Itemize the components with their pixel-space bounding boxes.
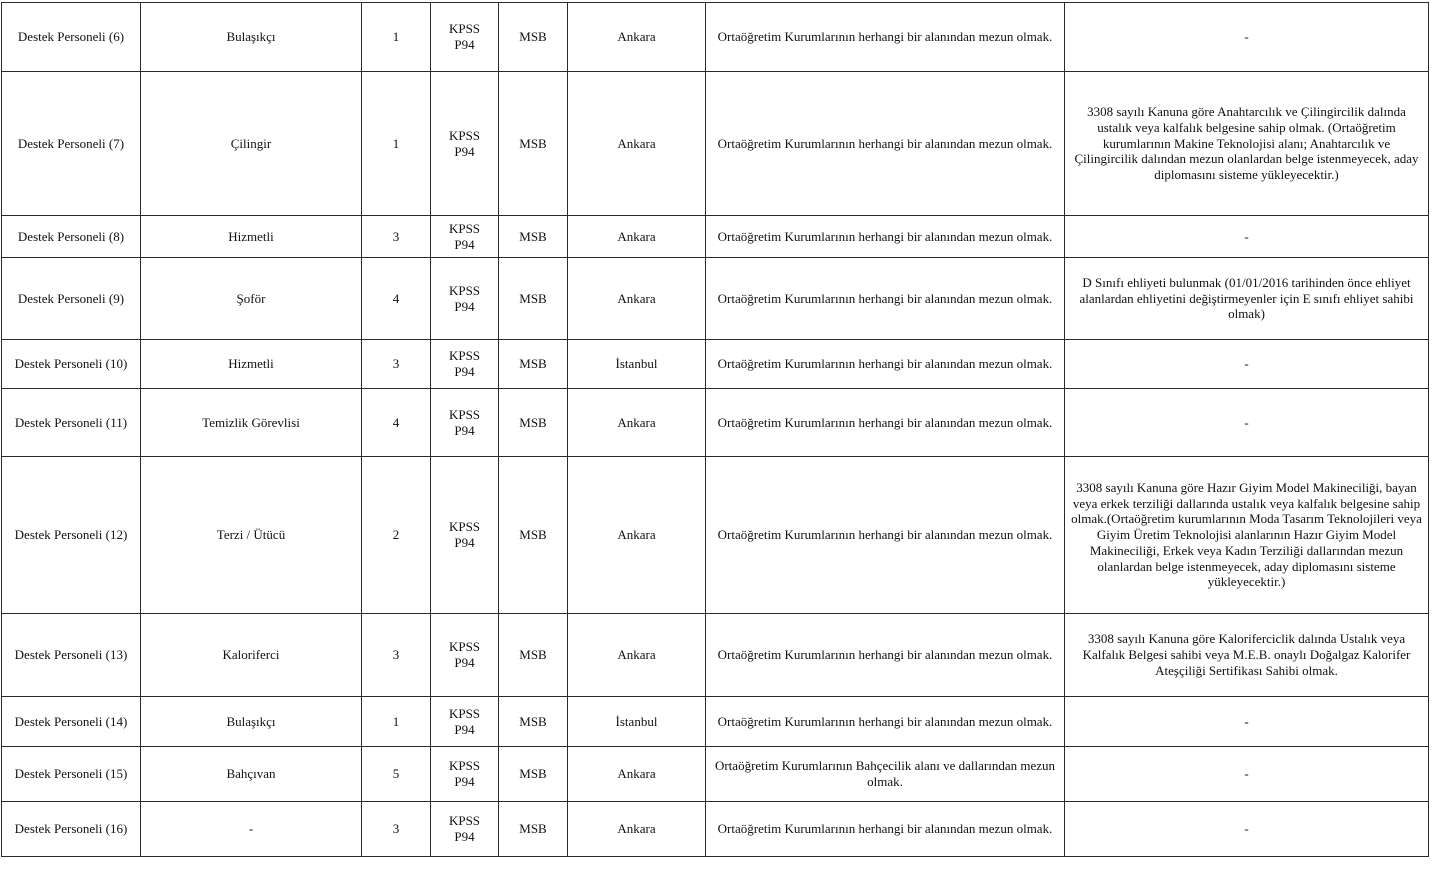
extra-requirement-cell: 3308 sayılı Kanuna göre Kaloriferciclik dalında Ustalık veya Kalfalık Belgesi sahibi veya M.E.B. onaylı Doğalgaz Kalorifer Ateşçiliği Sertifikası Sahibi olmak. <box>1065 614 1429 697</box>
exam-score: P94 <box>454 655 475 670</box>
position-cell: Destek Personeli (11) <box>2 389 141 457</box>
table-row <box>2 802 1429 857</box>
institution-cell: MSB <box>499 72 568 216</box>
extra-requirement-cell: - <box>1065 389 1429 457</box>
table-row <box>2 614 1429 697</box>
title-cell: Şoför <box>141 258 362 340</box>
exam-type: KPSS <box>448 519 481 535</box>
exam-score: P94 <box>454 236 475 252</box>
title-cell: Kaloriferci <box>141 614 362 697</box>
city-cell: Ankara <box>568 72 706 216</box>
exam-cell <box>431 802 499 857</box>
title-cell: Terzi / Ütücü <box>141 457 362 614</box>
table-row <box>2 389 1429 457</box>
exam-cell <box>431 389 499 457</box>
exam-type: KPSS <box>448 406 481 422</box>
title-cell: Bahçıvan <box>141 747 362 802</box>
position-cell: Destek Personeli (10) <box>2 340 141 389</box>
title-cell: - <box>141 802 362 857</box>
institution-cell: MSB <box>499 340 568 389</box>
extra-requirement-cell: 3308 sayılı Kanuna göre Hazır Giyim Model Makineciliği, bayan veya erkek terziliği dallarında ustalık veya kalfalık belgesine sahip olmak.(Ortaöğretim kurumlarının Moda Tasarım Teknolojileri veya Giyim Üretim Teknolojisi alanlarının Hazır Giyim Model Makineciliği, Erkek veya Kadın Terziliği dallarından mezun olanlardan belge istenmeyecek, aday diplomasını sisteme yükleyecektir.) <box>1065 457 1429 614</box>
position-cell: Destek Personeli (13) <box>2 614 141 697</box>
exam-score: P94 <box>454 829 475 844</box>
position-cell: Destek Personeli (6) <box>2 3 141 72</box>
quota-cell: 1 <box>362 697 431 747</box>
position-cell: Destek Personeli (14) <box>2 697 141 747</box>
extra-requirement-cell: D Sınıfı ehliyeti bulunmak (01/01/2016 tarihinden önce ehliyet alanlardan ehliyetini değiştirmeyenler için E sınıfı ehliyet sahibi olmak) <box>1065 258 1429 340</box>
extra-requirement-cell: - <box>1065 747 1429 802</box>
institution-cell: MSB <box>499 216 568 258</box>
education-cell: Ortaöğretim Kurumlarının herhangi bir alanından mezun olmak. <box>706 3 1065 72</box>
city-cell: Ankara <box>568 389 706 457</box>
table-row <box>2 3 1429 72</box>
exam-type: KPSS <box>448 21 481 37</box>
education-cell: Ortaöğretim Kurumlarının herhangi bir alanından mezun olmak. <box>706 697 1065 747</box>
position-cell: Destek Personeli (9) <box>2 258 141 340</box>
exam-cell <box>431 614 499 697</box>
extra-requirement-cell: - <box>1065 216 1429 258</box>
exam-type: KPSS <box>448 348 481 364</box>
table-row <box>2 747 1429 802</box>
city-cell: Ankara <box>568 747 706 802</box>
institution-cell: MSB <box>499 697 568 747</box>
quota-cell: 2 <box>362 457 431 614</box>
institution-cell: MSB <box>499 457 568 614</box>
exam-type: KPSS <box>448 705 481 721</box>
quota-cell: 5 <box>362 747 431 802</box>
exam-score: P94 <box>454 37 475 52</box>
position-cell: Destek Personeli (15) <box>2 747 141 802</box>
education-cell: Ortaöğretim Kurumlarının herhangi bir alanından mezun olmak. <box>706 340 1065 389</box>
table-row <box>2 72 1429 216</box>
exam-cell <box>431 697 499 747</box>
city-cell: İstanbul <box>568 697 706 747</box>
position-cell: Destek Personeli (16) <box>2 802 141 857</box>
title-cell: Hizmetli <box>141 340 362 389</box>
exam-score: P94 <box>454 422 475 438</box>
table-row <box>2 340 1429 389</box>
table-row <box>2 216 1429 258</box>
institution-cell: MSB <box>499 258 568 340</box>
title-cell: Temizlik Görevlisi <box>141 389 362 457</box>
position-cell: Destek Personeli (8) <box>2 216 141 258</box>
exam-type: KPSS <box>448 758 481 774</box>
exam-cell <box>431 3 499 72</box>
title-cell: Bulaşıkçı <box>141 3 362 72</box>
staff-requirements-table <box>1 2 1429 857</box>
education-cell: Ortaöğretim Kurumlarının herhangi bir alanından mezun olmak. <box>706 802 1065 857</box>
exam-cell <box>431 72 499 216</box>
exam-cell <box>431 747 499 802</box>
exam-score: P94 <box>454 298 475 314</box>
title-cell: Bulaşıkçı <box>141 697 362 747</box>
institution-cell: MSB <box>499 747 568 802</box>
exam-type: KPSS <box>448 282 481 298</box>
education-cell: Ortaöğretim Kurumlarının herhangi bir alanından mezun olmak. <box>706 614 1065 697</box>
position-cell: Destek Personeli (7) <box>2 72 141 216</box>
quota-cell: 4 <box>362 389 431 457</box>
city-cell: Ankara <box>568 216 706 258</box>
education-cell: Ortaöğretim Kurumlarının herhangi bir alanından mezun olmak. <box>706 258 1065 340</box>
exam-score: P94 <box>454 364 475 379</box>
quota-cell: 3 <box>362 340 431 389</box>
exam-score: P94 <box>454 143 475 159</box>
title-cell: Hizmetli <box>141 216 362 258</box>
city-cell: İstanbul <box>568 340 706 389</box>
exam-cell <box>431 258 499 340</box>
city-cell: Ankara <box>568 457 706 614</box>
education-cell: Ortaöğretim Kurumlarının herhangi bir alanından mezun olmak. <box>706 72 1065 216</box>
exam-score: P94 <box>454 535 475 550</box>
quota-cell: 1 <box>362 72 431 216</box>
quota-cell: 1 <box>362 3 431 72</box>
extra-requirement-cell: - <box>1065 697 1429 747</box>
quota-cell: 4 <box>362 258 431 340</box>
extra-requirement-cell: 3308 sayılı Kanuna göre Anahtarcılık ve Çilingircilik dalında ustalık veya kalfalık belgesine sahip olmak. (Ortaöğretim kurumlarının Makine Teknolojisi alanı; Anahtarcılık ve Çilingircilik dalından mezun olanlardan belge istenmeyecek, aday diplomasını sisteme yükleyecektir.) <box>1065 72 1429 216</box>
exam-score: P94 <box>454 721 475 737</box>
title-cell: Çilingir <box>141 72 362 216</box>
table-row <box>2 457 1429 614</box>
quota-cell: 3 <box>362 802 431 857</box>
exam-cell <box>431 457 499 614</box>
city-cell: Ankara <box>568 614 706 697</box>
city-cell: Ankara <box>568 802 706 857</box>
institution-cell: MSB <box>499 3 568 72</box>
institution-cell: MSB <box>499 802 568 857</box>
education-cell: Ortaöğretim Kurumlarının herhangi bir alanından mezun olmak. <box>706 457 1065 614</box>
exam-type: KPSS <box>448 813 481 829</box>
institution-cell: MSB <box>499 614 568 697</box>
exam-cell <box>431 340 499 389</box>
table-row <box>2 697 1429 747</box>
exam-type: KPSS <box>448 220 481 236</box>
exam-cell <box>431 216 499 258</box>
exam-score: P94 <box>454 774 475 789</box>
education-cell: Ortaöğretim Kurumlarının herhangi bir alanından mezun olmak. <box>706 216 1065 258</box>
city-cell: Ankara <box>568 3 706 72</box>
education-cell: Ortaöğretim Kurumlarının herhangi bir alanından mezun olmak. <box>706 389 1065 457</box>
quota-cell: 3 <box>362 614 431 697</box>
education-cell: Ortaöğretim Kurumlarının Bahçecilik alanı ve dallarından mezun olmak. <box>706 747 1065 802</box>
exam-type: KPSS <box>448 639 481 655</box>
extra-requirement-cell: - <box>1065 3 1429 72</box>
position-cell: Destek Personeli (12) <box>2 457 141 614</box>
institution-cell: MSB <box>499 389 568 457</box>
table-row <box>2 258 1429 340</box>
extra-requirement-cell: - <box>1065 802 1429 857</box>
exam-type: KPSS <box>448 127 481 143</box>
extra-requirement-cell: - <box>1065 340 1429 389</box>
quota-cell: 3 <box>362 216 431 258</box>
city-cell: Ankara <box>568 258 706 340</box>
